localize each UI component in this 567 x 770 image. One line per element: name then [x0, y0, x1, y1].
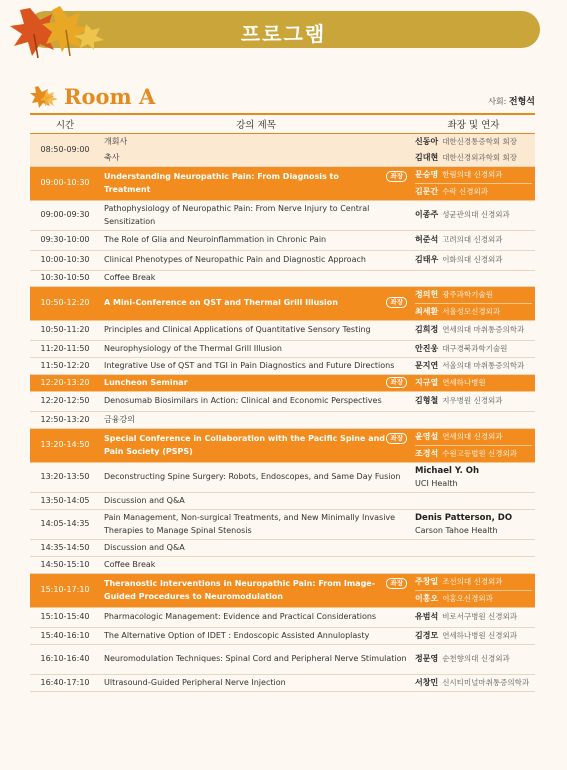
- row-title: [100, 675, 412, 692]
- speaker-affiliation: 고려의대 신경외과: [442, 235, 503, 245]
- autumn-leaves-icon: [0, 0, 140, 60]
- table-row: [30, 251, 535, 271]
- speaker-entry: [415, 234, 532, 247]
- row-speaker: [412, 574, 535, 608]
- speaker-affiliation: 광주과학기술원: [442, 290, 493, 299]
- speaker-name: 조경석: [415, 449, 439, 458]
- speaker-entry: [415, 395, 532, 408]
- row-time: 10:00-10:30: [30, 251, 100, 271]
- lecture-title: Integrative Use of QST and TGI in Pain Diagnostics and Future Directions: [104, 360, 395, 370]
- speaker-affiliation: 비로서구병원 신경외과: [442, 612, 518, 622]
- table-row: [30, 628, 535, 645]
- row-time: 14:05-14:35: [30, 510, 100, 540]
- table-row: [30, 321, 535, 341]
- table-header-row: [30, 114, 535, 134]
- row-speaker: [412, 628, 535, 645]
- lecture-title: Neurophysiology of the Thermal Grill Illusion: [104, 343, 282, 353]
- row-title: [100, 201, 412, 231]
- table-row: [30, 358, 535, 375]
- maple-leaf-icon: [30, 84, 60, 110]
- row-speaker: [412, 271, 535, 287]
- row-title: [100, 358, 412, 375]
- speaker-name: 안진웅: [415, 343, 439, 353]
- row-time: 09:00-09:30: [30, 201, 100, 231]
- speaker-affiliation: 이화의대 신경외과: [442, 255, 503, 265]
- row-speaker: [412, 375, 535, 392]
- speaker-name: 정의헌: [415, 290, 439, 299]
- speaker-entry: [415, 183, 532, 200]
- row-time: 15:40-16:10: [30, 628, 100, 645]
- row-time: 08:50-09:00: [30, 134, 100, 167]
- speaker-name: 이종주: [415, 210, 439, 220]
- row-speaker: [412, 540, 535, 557]
- row-time: 12:20-13:20: [30, 375, 100, 392]
- row-time: 13:20-14:50: [30, 429, 100, 463]
- lecture-title: Ultrasound-Guided Peripheral Nerve Injection: [104, 677, 286, 687]
- row-title: [100, 271, 412, 287]
- row-time: 16:10-16:40: [30, 645, 100, 675]
- lecture-title: Principles and Clinical Applications of Quantitative Sensory Testing: [104, 325, 371, 335]
- speaker-affiliation: 신시티미널마취통증의학과: [442, 677, 530, 687]
- chair-info: [488, 94, 535, 107]
- speaker-affiliation: 수원고등법원 신경외과: [442, 449, 518, 458]
- moderator-tag: 좌장: [386, 377, 407, 388]
- lecture-title: A Mini-Conference on QST and Thermal Grill Illusion: [104, 298, 338, 308]
- table-row: [30, 231, 535, 251]
- row-time: 14:35-14:50: [30, 540, 100, 557]
- row-title: [100, 608, 412, 628]
- lecture-title: Theranostic Interventions in Neuropathic Pain: From Image-Guided Procedures to Neuromodulation: [104, 579, 376, 601]
- speaker-entry: [415, 677, 532, 690]
- row-title: [100, 167, 412, 201]
- speaker-entry: [415, 254, 532, 267]
- speaker-name: 김희정: [415, 325, 439, 335]
- lecture-title: Coffee Break: [104, 273, 156, 283]
- speaker-name: 허준석: [415, 235, 439, 245]
- row-time: 10:50-11:20: [30, 321, 100, 341]
- speaker-name: 정문영: [415, 654, 439, 664]
- speaker-affiliation: 대구경북과학기술원: [442, 343, 508, 353]
- row-title: [100, 429, 412, 463]
- speaker-affiliation: 이홍오신경외과: [442, 594, 493, 603]
- moderator-tag: 좌장: [386, 297, 407, 308]
- row-speaker: [412, 392, 535, 412]
- speaker-affiliation: 대한신경통증학회 회장: [442, 137, 518, 146]
- table-row: [30, 608, 535, 628]
- lecture-title: The Role of Glia and Neuroinflammation in Chronic Pain: [104, 235, 327, 245]
- row-title: [100, 645, 412, 675]
- speaker-affiliation: 연세하나병원: [442, 377, 486, 387]
- table-row: [30, 463, 535, 493]
- speaker-affiliation: 한림의대 신경외과: [442, 170, 503, 179]
- table-row: [30, 392, 535, 412]
- row-time: 16:40-17:10: [30, 675, 100, 692]
- speaker-entry: [415, 590, 532, 607]
- lecture-title: Discussion and Q&A: [104, 495, 185, 505]
- row-title: [100, 392, 412, 412]
- speaker-name: 유범석: [415, 612, 439, 622]
- row-time: 09:30-10:00: [30, 231, 100, 251]
- speaker-affiliation: 지우병원 신경외과: [442, 396, 503, 406]
- speaker-name: 신동아: [415, 137, 439, 146]
- table-row: [30, 201, 535, 231]
- row-time: 12:50-13:20: [30, 412, 100, 429]
- table-row: [30, 167, 535, 201]
- speaker-entry: [415, 343, 532, 356]
- table-row: [30, 271, 535, 287]
- row-title: [100, 375, 412, 392]
- row-time: 15:10-17:10: [30, 574, 100, 608]
- room-title: Room A: [64, 84, 156, 109]
- row-speaker: [412, 429, 535, 463]
- speaker-affiliation: 서울성모신경외과: [442, 307, 501, 316]
- row-title: [100, 134, 412, 167]
- row-title: [100, 510, 412, 540]
- speaker-entry: [415, 134, 532, 150]
- moderator-tag: 좌장: [386, 578, 407, 589]
- row-speaker: [412, 167, 535, 201]
- row-title: [100, 540, 412, 557]
- lecture-title: 축사: [104, 153, 120, 162]
- banner-title: 프로그램: [240, 22, 327, 46]
- chair-name: 전형석: [508, 97, 535, 107]
- lecture-title: 금융강의: [104, 414, 135, 424]
- lecture-title: Discussion and Q&A: [104, 542, 185, 552]
- row-speaker: [412, 675, 535, 692]
- speaker-name: 이홍오: [415, 594, 439, 603]
- chair-label: 사회:: [488, 97, 507, 106]
- lecture-title: Denosumab Biosimilars in Action: Clinical and Economic Perspectives: [104, 396, 382, 406]
- table-row: [30, 429, 535, 463]
- row-time: 13:20-13:50: [30, 463, 100, 493]
- speaker-name: 서창민: [415, 677, 439, 687]
- lecture-title: Special Conference in Collaboration with the Pacific Spine and Pain Society (PSPS): [104, 434, 386, 456]
- speaker-name: 김경모: [415, 630, 439, 640]
- speaker-entry: [415, 150, 532, 166]
- row-title: [100, 321, 412, 341]
- table-row: [30, 557, 535, 574]
- row-speaker: [412, 493, 535, 510]
- speaker-name: 윤영설: [415, 432, 439, 441]
- speaker-affiliation: 연세의대 마취통증의학과: [442, 325, 525, 335]
- row-speaker: [412, 134, 535, 167]
- row-title: [100, 493, 412, 510]
- row-time: 10:30-10:50: [30, 271, 100, 287]
- table-row: [30, 540, 535, 557]
- lecture-title: 개회사: [104, 137, 128, 146]
- row-time: 11:20-11:50: [30, 341, 100, 358]
- table-row: [30, 375, 535, 392]
- speaker-name: 문승명: [415, 170, 439, 179]
- speaker-affiliation: 연세하나병원 신경외과: [442, 630, 518, 640]
- speaker-name: 김형철: [415, 396, 439, 406]
- row-speaker: [412, 358, 535, 375]
- speaker-affiliation: 순천향의대 신경외과: [442, 654, 510, 664]
- table-row: [30, 675, 535, 692]
- table-row: [30, 412, 535, 429]
- lecture-title: Clinical Phenotypes of Neuropathic Pain and Diagnostic Approach: [104, 255, 366, 265]
- table-row: [30, 341, 535, 358]
- speaker-entry: [415, 287, 532, 303]
- table-row: [30, 510, 535, 540]
- row-title: [100, 628, 412, 645]
- speaker-affiliation: 연세의대 신경외과: [442, 432, 503, 441]
- table-row: [30, 287, 535, 321]
- row-time: 13:50-14:05: [30, 493, 100, 510]
- lecture-title: Deconstructing Spine Surgery: Robots, Endoscopes, and Same Day Fusion: [104, 472, 401, 482]
- speaker-entry: [415, 209, 532, 222]
- speaker-affiliation: Carson Tahoe Health: [415, 525, 498, 535]
- speaker-name: 최세환: [415, 307, 439, 316]
- speaker-entry: [415, 303, 532, 320]
- speaker-entry: [415, 429, 532, 445]
- table-row: [30, 493, 535, 510]
- speaker-entry: [415, 574, 532, 590]
- row-speaker: [412, 321, 535, 341]
- speaker-affiliation: 성균관의대 신경외과: [442, 210, 510, 220]
- moderator-tag: 좌장: [386, 433, 407, 444]
- row-time: 15:10-15:40: [30, 608, 100, 628]
- speaker-entry: [415, 167, 532, 183]
- row-time: 11:50-12:20: [30, 358, 100, 375]
- speaker-affiliation: UCI Health: [415, 478, 458, 488]
- speaker-entry: [415, 445, 532, 462]
- room-header: [30, 84, 535, 114]
- row-title: [100, 231, 412, 251]
- row-speaker: [412, 412, 535, 429]
- row-title: [100, 557, 412, 574]
- row-speaker: [412, 287, 535, 321]
- header-title: 강의 제목: [100, 114, 412, 134]
- row-time: 14:50-15:10: [30, 557, 100, 574]
- row-speaker: [412, 510, 535, 540]
- speaker-affiliation: 조선의대 신경외과: [442, 577, 503, 586]
- lecture-title: Luncheon Seminar: [104, 377, 188, 387]
- speaker-name: 김문간: [415, 187, 439, 196]
- speaker-entry: [415, 653, 532, 666]
- row-title: [100, 251, 412, 271]
- lecture-title: Coffee Break: [104, 559, 156, 569]
- row-time: 10:50-12:20: [30, 287, 100, 321]
- row-time: 12:20-12:50: [30, 392, 100, 412]
- speaker-entry: [415, 324, 532, 337]
- row-speaker: [412, 341, 535, 358]
- speaker-name: Michael Y. Oh: [415, 466, 480, 476]
- speaker-name: Denis Patterson, DO: [415, 513, 513, 523]
- lecture-title: Pain Management, Non-surgical Treatments, and New Minimally Invasive Therapies to Manage Spinal Stenosis: [104, 513, 396, 535]
- speaker-entry: [415, 377, 532, 390]
- row-speaker: [412, 201, 535, 231]
- row-speaker: [412, 231, 535, 251]
- table-row: [30, 645, 535, 675]
- speaker-name: 김대현: [415, 153, 439, 162]
- speaker-entry: [415, 611, 532, 624]
- row-speaker: [412, 645, 535, 675]
- header-time: 시간: [30, 114, 100, 134]
- row-time: 09:00-10:30: [30, 167, 100, 201]
- moderator-tag: 좌장: [386, 171, 407, 182]
- lecture-title: Pharmacologic Management: Evidence and Practical Considerations: [104, 612, 377, 622]
- row-title: [100, 287, 412, 321]
- speaker-affiliation: 대한신경외과학회 회장: [442, 153, 518, 162]
- row-speaker: [412, 251, 535, 271]
- row-title: [100, 463, 412, 493]
- speaker-affiliation: 서울의대 마취통증의학과: [442, 360, 525, 370]
- speaker-name: 문지연: [415, 360, 439, 370]
- row-title: [100, 412, 412, 429]
- table-row: [30, 574, 535, 608]
- row-speaker: [412, 608, 535, 628]
- lecture-title: The Alternative Option of IDET : Endoscopic Assisted Annuloplasty: [104, 630, 370, 640]
- speaker-affiliation: 수락 신경외과: [442, 187, 489, 196]
- speaker-entry: [415, 360, 532, 373]
- row-title: [100, 341, 412, 358]
- row-speaker: [412, 463, 535, 493]
- header-speaker: 좌장 및 연자: [412, 114, 535, 134]
- program-table: [30, 113, 535, 692]
- row-title: [100, 574, 412, 608]
- speaker-name: 주창일: [415, 577, 439, 586]
- speaker-name: 김태우: [415, 255, 439, 265]
- row-speaker: [412, 557, 535, 574]
- lecture-title: Understanding Neuropathic Pain: From Diagnosis to Treatment: [104, 172, 339, 194]
- table-row: [30, 134, 535, 167]
- lecture-title: Pathophysiology of Neuropathic Pain: From Nerve Injury to Central Sensitization: [104, 204, 370, 226]
- speaker-name: 지규열: [415, 377, 439, 387]
- lecture-title: Neuromodulation Techniques: Spinal Cord and Peripheral Nerve Stimulation: [104, 654, 407, 664]
- speaker-entry: [415, 630, 532, 643]
